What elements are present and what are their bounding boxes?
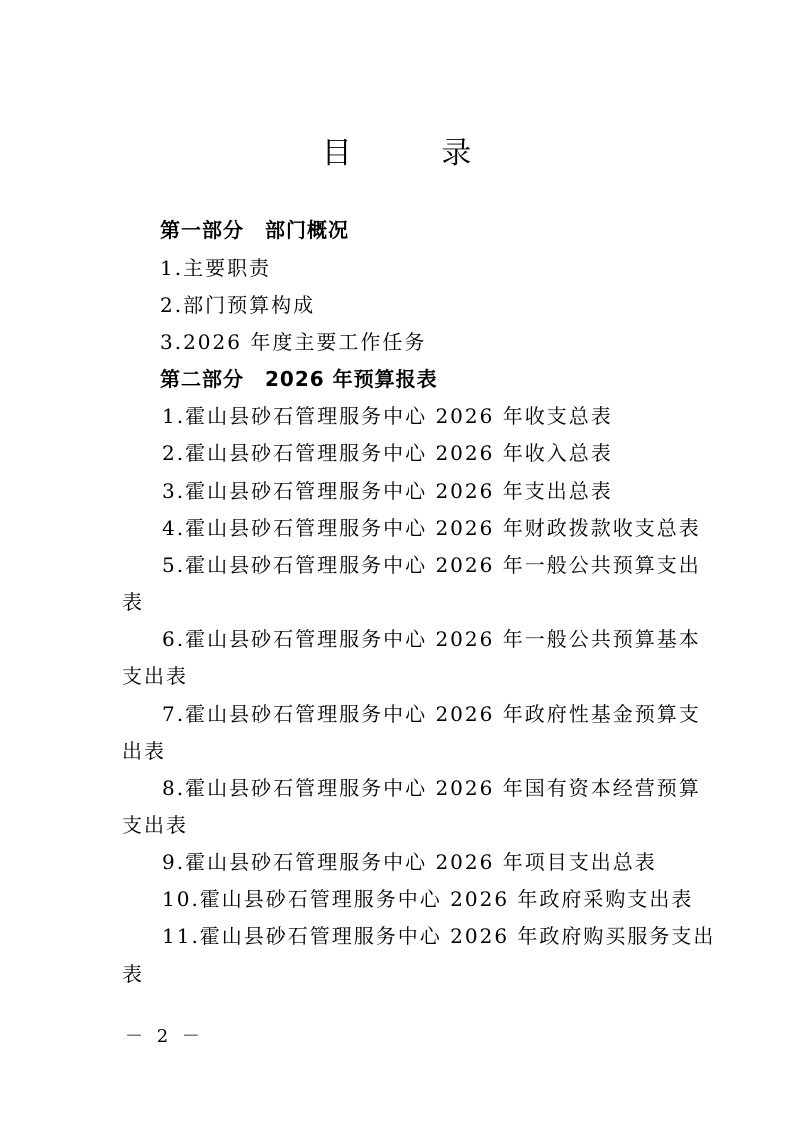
toc-item: 1.霍山县砂石管理服务中心 2026 年收支总表 bbox=[162, 404, 613, 428]
toc-item-continuation: 支出表 bbox=[122, 813, 188, 837]
part1-heading: 第一部分 部门概况 bbox=[160, 218, 349, 242]
toc-item: 1.主要职责 bbox=[160, 256, 272, 280]
toc-item-continuation: 表 bbox=[122, 590, 144, 614]
toc-item-continuation: 表 bbox=[122, 962, 144, 986]
toc-item: 5.霍山县砂石管理服务中心 2026 年一般公共预算支出 bbox=[162, 553, 701, 577]
toc-item: 11.霍山县砂石管理服务中心 2026 年政府购买服务支出 bbox=[162, 924, 716, 948]
toc-item-continuation: 出表 bbox=[122, 739, 166, 763]
toc-item: 3.2026 年度主要工作任务 bbox=[160, 330, 427, 354]
page-title: 目 录 bbox=[321, 136, 512, 171]
toc-item: 4.霍山县砂石管理服务中心 2026 年财政拨款收支总表 bbox=[162, 516, 701, 540]
toc-item-continuation: 支出表 bbox=[122, 664, 188, 688]
toc-item: 2.部门预算构成 bbox=[160, 293, 316, 317]
toc-item: 10.霍山县砂石管理服务中心 2026 年政府采购支出表 bbox=[162, 887, 694, 911]
part2-heading: 第二部分 2026 年预算报表 bbox=[160, 367, 438, 391]
toc-item: 2.霍山县砂石管理服务中心 2026 年收入总表 bbox=[162, 441, 613, 465]
toc-item: 7.霍山县砂石管理服务中心 2026 年政府性基金预算支 bbox=[162, 702, 701, 726]
toc-item: 9.霍山县砂石管理服务中心 2026 年项目支出总表 bbox=[162, 850, 657, 874]
toc-item: 6.霍山县砂石管理服务中心 2026 年一般公共预算基本 bbox=[162, 627, 701, 651]
toc-item: 8.霍山县砂石管理服务中心 2026 年国有资本经营预算 bbox=[162, 776, 701, 800]
toc-item: 3.霍山县砂石管理服务中心 2026 年支出总表 bbox=[162, 479, 613, 503]
page-number: － 2 － bbox=[125, 1026, 204, 1047]
